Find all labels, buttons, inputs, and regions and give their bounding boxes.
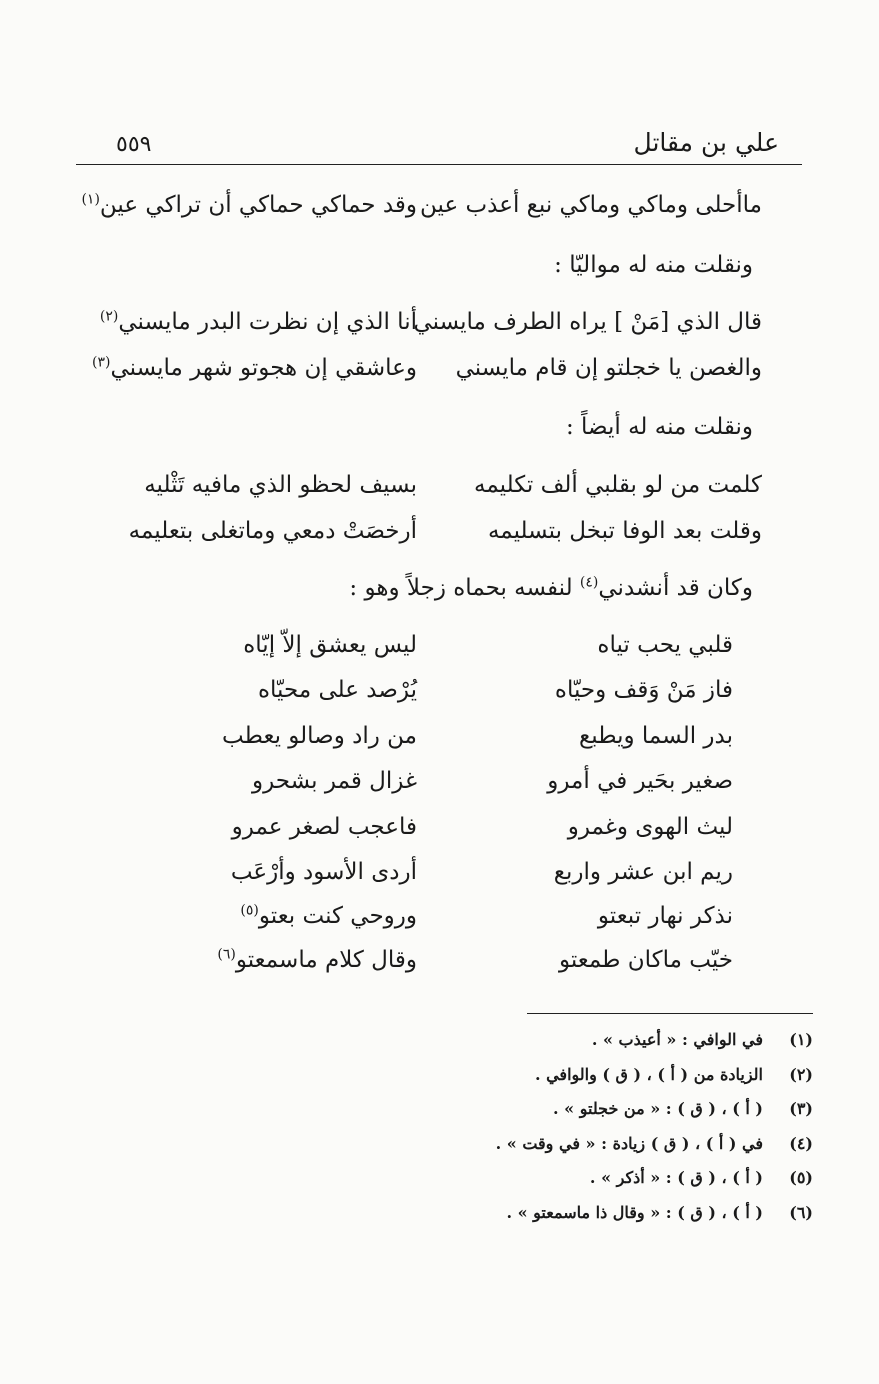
footnote-number: (١) (789, 1030, 813, 1049)
verse-left: أردى الأسود وأرْعَب (230, 859, 417, 885)
verse-left-text: أنا الذي إن نظرت البدر مايسني (118, 309, 417, 335)
verse-left: أرخصَتْ دمعي وماتغلى بتعليمه (128, 518, 417, 544)
footnote-number: (٢) (789, 1065, 813, 1084)
footnote-ref: (٤) (579, 574, 599, 591)
verse-right: بدر السما ويطبع (579, 723, 733, 749)
verse-left-text: وقد حماكي حماكي أن تراكي عين (99, 192, 417, 218)
verse-left: بسيف لحظو الذي مافيه تَثْليه (144, 472, 417, 498)
verse-right: ماأحلى وماكي وماكي نبع أعذب عين (420, 192, 762, 218)
verse-right: كلمت من لو بقلبي ألف تكليمه (474, 472, 762, 498)
footnote-ref: (٢) (99, 308, 119, 325)
verse-left: غزال قمر بشحرو (252, 768, 417, 794)
footnote-text: في الوافي : « أعيذب » . (591, 1030, 763, 1049)
intro-zajal (349, 575, 753, 601)
footnote-rule (527, 1013, 813, 1014)
footnote-ref: (٣) (92, 354, 111, 371)
verse-right: خيّب ماكان طمعتو (558, 947, 733, 973)
verse-right: ليث الهوى وغمرو (567, 814, 733, 840)
verse-left-text: وعاشقي إن هجوتو شهر مايسني (110, 355, 417, 381)
verse-right: قلبي يحب تياه (597, 632, 733, 658)
footnote-text: ( أ ) ، ( ق ) : « وقال ذا ماسمعتو » . (506, 1203, 763, 1222)
verse-right: قال الذي [مَنْ ] يراه الطرف مايسني (413, 309, 762, 335)
footnote-number: (٦) (789, 1203, 813, 1222)
intro-also: ونقلت منه له أيضاً : (565, 414, 753, 440)
footnote (496, 1134, 813, 1153)
footnote-text: الزيادة من ( أ ) ، ( ق ) والوافي . (534, 1065, 763, 1084)
footnote (592, 1030, 813, 1049)
footnote-number: (٥) (789, 1168, 813, 1187)
footnote-ref: (١) (81, 191, 100, 208)
footnote-number: (٤) (789, 1134, 813, 1153)
verse-left-text: وروحي كنت بعتو (258, 903, 417, 929)
verse-right: نذكر نهار تبعتو (597, 903, 733, 929)
header-rule (76, 164, 802, 165)
verse-right: صغير بحَير في أمرو (547, 768, 733, 794)
verse-right: وقلت بعد الوفا تبخل بتسليمه (487, 518, 762, 544)
verse-right: ريم ابن عشر واربع (553, 859, 733, 885)
footnote (535, 1065, 813, 1084)
footnote (590, 1168, 813, 1187)
verse-left: فاعجب لصغر عمرو (231, 814, 417, 840)
intro-zajal-before: وكان قد أنشدني (598, 575, 753, 601)
footnote (506, 1203, 813, 1222)
footnote-text: ( أ ) ، ( ق ) : « أذكر » . (589, 1168, 763, 1187)
page-header-title: علي بن مقاتل (633, 128, 779, 157)
footnote-text: ( أ ) ، ( ق ) : « من خجلتو » . (553, 1099, 763, 1118)
verse-left-text: وقال كلام ماسمعتو (235, 947, 417, 973)
verse-left (217, 947, 417, 973)
footnote (553, 1099, 813, 1118)
intro-zajal-after: لنفسه بحماه زجلاً وهو : (349, 575, 580, 601)
verse-left: يُرْصد على محيّاه (258, 677, 417, 703)
verse-left (100, 309, 417, 335)
page-number: ٥٥٩ (116, 132, 152, 157)
intro-mawwal: ونقلت منه له مواليّا : (554, 252, 753, 278)
verse-left (81, 192, 417, 218)
footnote-ref: (٥) (240, 902, 259, 919)
verse-left (240, 903, 417, 929)
verse-left: من راد وصالو يعطب (222, 723, 417, 749)
verse-right: والغصن يا خجلتو إن قام مايسني (455, 355, 762, 381)
verse-right: فاز مَنْ وَقف وحيّاه (554, 677, 733, 703)
verse-left: ليس يعشق إلاّ إيّاه (243, 632, 417, 658)
verse-left (92, 355, 417, 381)
footnote-text: في ( أ ) ، ( ق ) زيادة : « في وقت » . (495, 1134, 763, 1153)
footnote-ref: (٦) (217, 946, 236, 963)
footnote-number: (٣) (789, 1099, 813, 1118)
